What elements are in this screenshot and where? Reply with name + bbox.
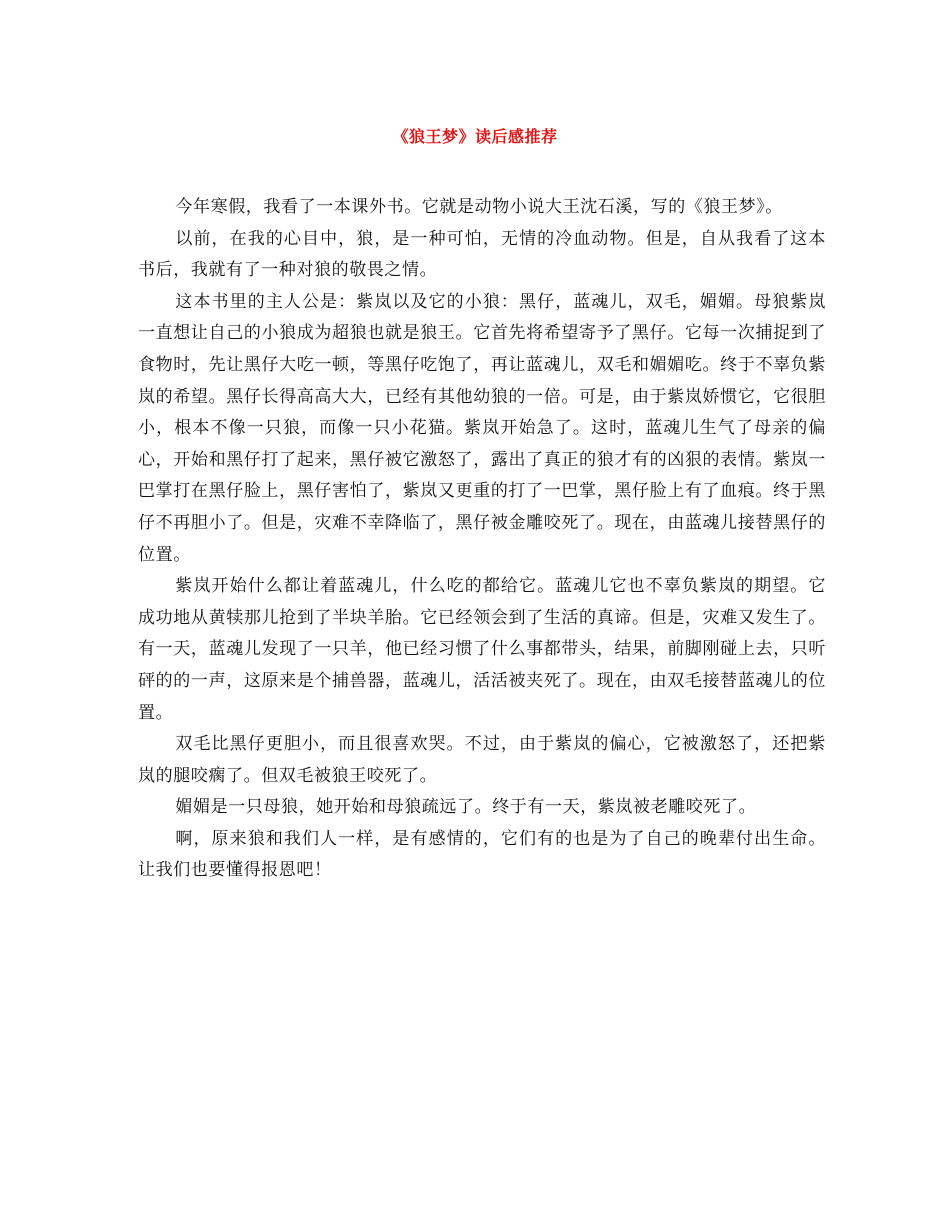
paragraph: 这本书里的主人公是：紫岚以及它的小狼：黑仔，蓝魂儿，双毛，媚媚。母狼紫岚一直想让自己的小狼成为超狼也就是狼王。它首先将希望寄予了黑仔。它每一次捕捉到了食物时，先让黑仔大吃一顿，等黑仔吃饱了，再让蓝魂儿，双毛和媚媚吃。终于不辜负紫岚的希望。黑仔长得高高大大，已经有其他幼狼的一倍。可是，由于紫岚娇惯它，它很胆小，根本不像一只狼，而像一只小花猫。紫岚开始急了。这时，蓝魂儿生气了母亲的偏心，开始和黑仔打了起来，黑仔被它激怒了，露出了真正的狼才有的凶狠的表情。紫岚一巴掌打在黑仔脸上，黑仔害怕了，紫岚又更重的打了一巴掌，黑仔脸上有了血痕。终于黑仔不再胆小了。但是，灾难不幸降临了，黑仔被金雕咬死了。现在，由蓝魂儿接替黑仔的位置。 <box>138 291 826 565</box>
paragraph: 紫岚开始什么都让着蓝魂儿，什么吃的都给它。蓝魂儿它也不辜负紫岚的期望。它成功地从黄犊那儿抢到了半块羊胎。它已经领会到了生活的真谛。但是，灾难又发生了。有一天，蓝魂儿发现了一只羊，他已经习惯了什么事都带头，结果，前脚刚碰上去，只听砰的的一声，这原来是个捕兽器，蓝魂儿，活活被夹死了。现在，由双毛接替蓝魂儿的位置。 <box>138 576 826 723</box>
document-body <box>138 192 826 887</box>
paragraph: 啊，原来狼和我们人一样，是有感情的，它们有的也是为了自己的晚辈付出生命。让我们也要懂得报恩吧！ <box>138 828 826 881</box>
paragraph: 今年寒假，我看了一本课外书。它就是动物小说大王沈石溪，写的《狼王梦》。 <box>175 197 783 217</box>
paragraph: 双毛比黑仔更胆小，而且很喜欢哭。不过，由于紫岚的偏心，它被激怒了，还把紫岚的腿咬瘸了。但双毛被狼王咬死了。 <box>138 734 826 786</box>
paragraph: 以前，在我的心目中，狼，是一种可怕，无情的冷血动物。但是，自从我看了这本书后，我就有了一种对狼的敬畏之情。 <box>138 228 826 281</box>
paragraph: 媚媚是一只母狼，她开始和母狼疏远了。终于有一天，紫岚被老雕咬死了。 <box>175 797 757 818</box>
document-title: 《狼王梦》读后感推荐 <box>392 127 558 146</box>
